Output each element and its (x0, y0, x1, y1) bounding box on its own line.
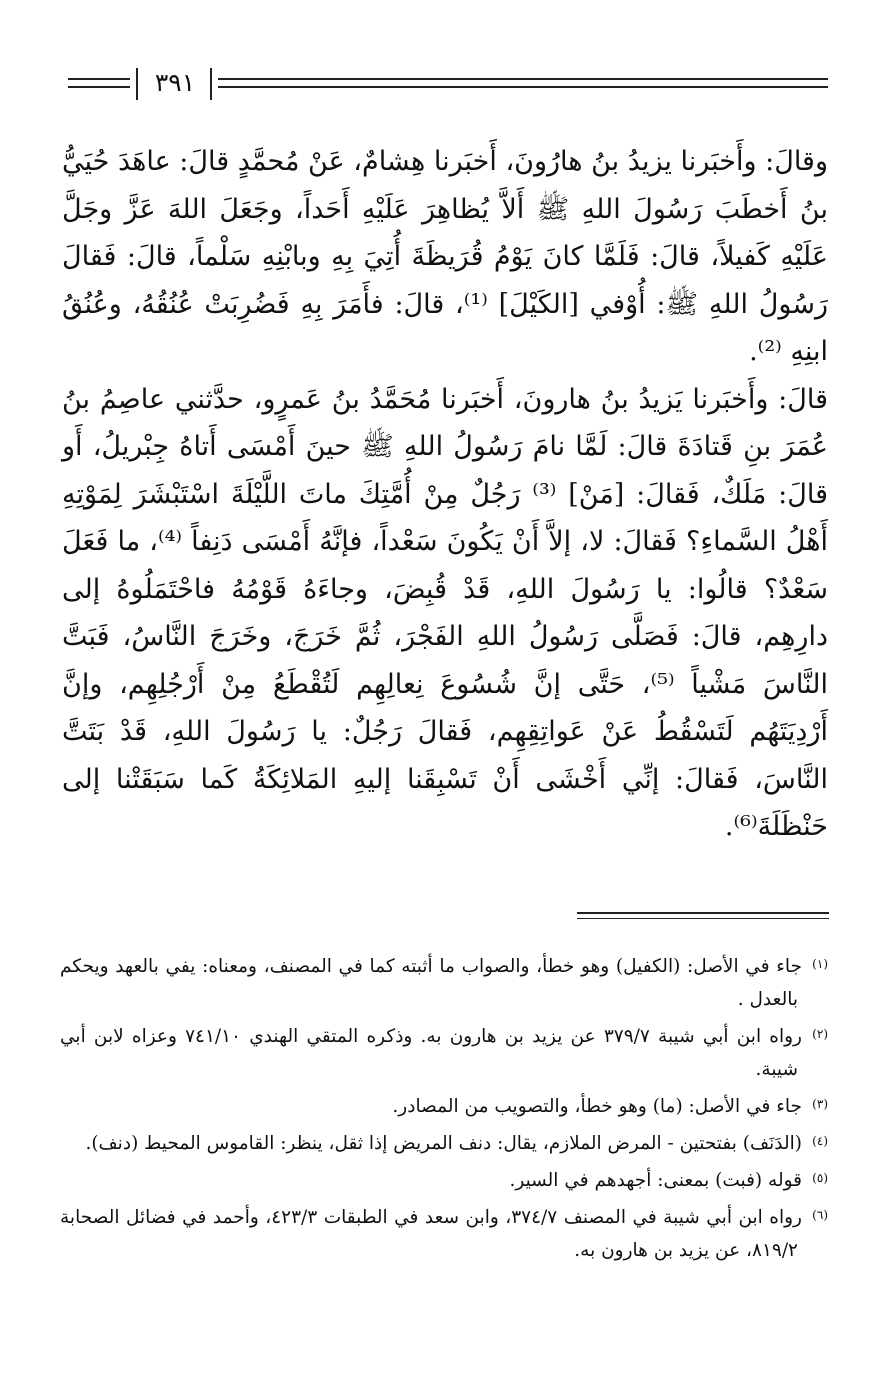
footnote-number: (٣) (812, 1097, 828, 1111)
page-header (68, 66, 828, 106)
paragraph: قالَ: وأَخبَرنا يَزيدُ بنُ هارونَ، أَخبَرنا مُحَمَّدُ بنُ عَمرٍو، حدَّثني عاصِمُ بنُ عُمَرَ بنِ قَتادَةَ قالَ: لَمَّا نامَ رَسُولُ اللهِ ﷺ حينَ أَمْسَى أَتاهُ جِبْريلُ، أَو قالَ: مَلَكٌ، فَقالَ: [مَنْ] ⁽³⁾ رَجُلٌ مِنْ أُمَّتِكَ ماتَ اللَّيْلَةَ اسْتَبْشَرَ لِمَوْتِهِ أَهْلُ السَّماءِ؟ فَقالَ: لا، إلاَّ أَنْ يَكُونَ سَعْداً، فإنَّهُ أَمْسَى دَنِفاً ⁽⁴⁾، ما فَعَلَ سَعْدٌ؟ قالُوا: يا رَسُولَ اللهِ، قَدْ قُبِضَ، وجاءَهُ قَوْمُهُ فاحْتَمَلُوهُ إلى دارِهِم، قالَ: فَصَلَّى رَسُولُ اللهِ الفَجْرَ، ثُمَّ خَرَجَ، وخَرَجَ النَّاسُ، فَبَتَّ النَّاسَ مَشْياً ⁽⁵⁾، حَتَّى إنَّ شُسُوعَ نِعالِهِم لَتُقْطَعُ مِنْ أَرْجُلِهِم، وإنَّ أَرْدِيَتَهُم لَتَسْقُطُ عَنْ عَواتِقِهِم، فَقالَ رَجُلٌ: يا رَسُولَ اللهِ، قَدْ بَتَتَّ النَّاسَ، فَقالَ: إنِّي أَخْشَى أَنْ تَسْبِقَنا إليهِ المَلائِكَةُ كَما سَبَقَتْنا إلى حَنْظَلَةَ⁽⁶⁾. (62, 383, 828, 842)
footnote-text: رواه ابن أبي شيبة ٣٧٩/٧ عن يزيد بن هارون به. وذكره المتقي الهندي ٧٤١/١٠ وعزاه لابن أبي شيبة. (60, 1026, 802, 1080)
footnote (60, 948, 828, 1016)
page-number: ٣٩١ (154, 68, 196, 97)
header-divider-right (210, 68, 212, 100)
footnote-number: (٤) (812, 1134, 828, 1148)
footnote (60, 1162, 828, 1197)
footnote-text: رواه ابن أبي شيبة في المصنف ٣٧٤/٧، وابن سعد في الطبقات ٤٢٣/٣، وأحمد في فضائل الصحابة ٨١٩/٢، عن يزيد بن هارون به. (60, 1207, 802, 1261)
footnote (60, 1018, 828, 1086)
footnote (60, 1125, 828, 1160)
footnote-text: قوله (فبت) بمعنى: أجهدهم في السير. (509, 1170, 802, 1191)
footnotes (60, 948, 828, 1269)
footnote-number: (٦) (812, 1208, 828, 1222)
footnote-number: (٢) (812, 1027, 828, 1041)
footnote-text: جاء في الأصل: (ما) وهو خطأ، والتصويب من المصادر. (392, 1096, 802, 1117)
footnote (60, 1088, 828, 1123)
footnote-number: (٥) (812, 1171, 828, 1185)
paragraph: وقالَ: وأَخبَرنا يزيدُ بنُ هارُونَ، أَخبَرنا هِشامٌ، عَنْ مُحمَّدٍ قالَ: عاهَدَ حُيَيُّ بنُ أَخطَبَ رَسُولَ اللهِ ﷺ أَلاَّ يُظاهِرَ عَلَيْهِ أَحَداً، وجَعَلَ اللهَ عَزَّ وجَلَّ عَلَيْهِ كَفيلاً، قالَ: فَلَمَّا كانَ يَوْمُ قُرَيظَةَ أُتِيَ بِهِ وبابْنِهِ سَلْماً، قالَ: فَقالَ رَسُولُ اللهِ ﷺ: أُوْفي [الكَيْلَ] ⁽¹⁾، قالَ: فأَمَرَ بِهِ فَضُرِبَتْ عُنُقُهُ، وعُنُقُ ابنِهِ ⁽²⁾. (62, 146, 828, 367)
footnote-text: (الدَنَف) بفتحتين - المرض الملازم، يقال: دنف المريض إذا ثقل، ينظر: القاموس المحيط (دنف). (85, 1133, 802, 1154)
footnote-number: (١) (812, 957, 828, 971)
main-text (62, 138, 828, 851)
header-rule-right (218, 78, 828, 88)
footnote-separator (577, 912, 829, 919)
footnote (60, 1199, 828, 1267)
footnote-text: جاء في الأصل: (الكفيل) وهو خطأ، والصواب ما أثبته كما في المصنف، ومعناه: يفي بالعهد ويحكم بالعدل . (60, 956, 802, 1010)
header-rule-left (68, 78, 130, 88)
header-divider-left (136, 68, 138, 100)
